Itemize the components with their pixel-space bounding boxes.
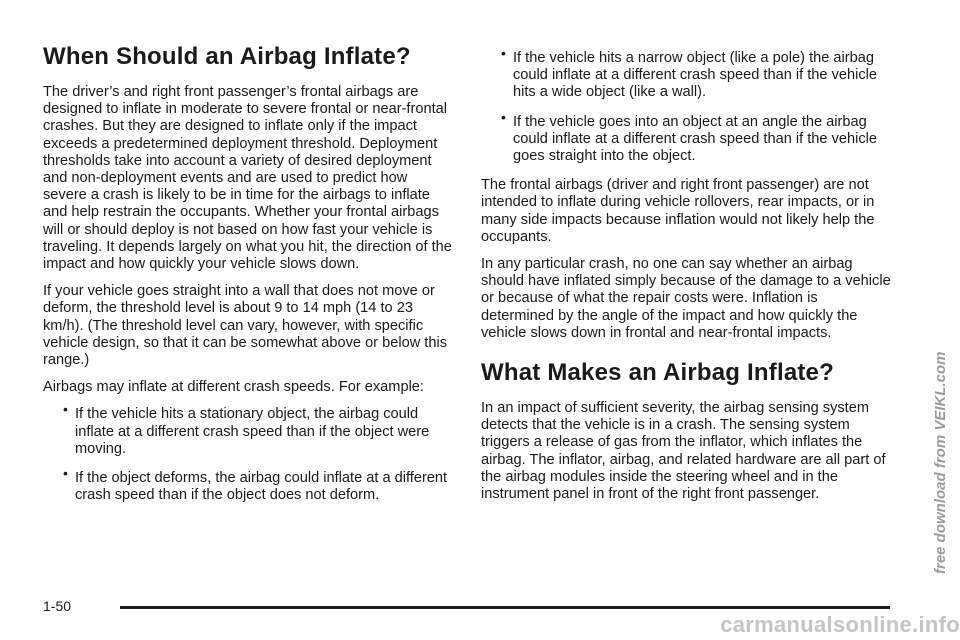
paragraph: The frontal airbags (driver and right front passenger) are not intended to inflate during vehicle rollovers, rear impacts, or in many side impacts because inflation would not likely help the occupants.	[481, 177, 875, 245]
list-item-text: If the vehicle hits a stationary object, the airbag could inflate at a different crash speed than if the object were moving.	[75, 406, 430, 457]
bullet-icon: •	[63, 401, 68, 418]
list-item	[481, 108, 891, 166]
paragraph: Airbags may inflate at different crash speeds. For example:	[43, 379, 424, 396]
paragraph: In an impact of sufficient severity, the airbag sensing system detects that the vehicle is in a crash. The sensing system triggers a release of gas from the inflator, which inflates the airbag. The inflator, airbag, and related hardware are all part of the airbag modules inside the steering wheel and in the instrument panel in front of the right front passenger.	[481, 400, 886, 503]
bullet-list	[481, 45, 891, 165]
bullet-list	[43, 401, 453, 504]
bottom-watermark: carmanualsonline.info	[720, 612, 960, 637]
left-column	[43, 44, 453, 516]
footer-rule	[120, 606, 890, 609]
list-item-text: If the vehicle hits a narrow object (like a pole) the airbag could inflate at a different crash speed than if the vehicle hits a wide object (like a wall).	[513, 50, 877, 101]
paragraph: The driver’s and right front passenger’s frontal airbags are designed to inflate in moderate to severe frontal or near-frontal crashes. But they are designed to inflate only if the impact exceeds a predetermined deployment threshold. Deployment thresholds take into account a variety of desired deployment and non-deployment events and are used to predict how severe a crash is likely to be in time for the airbags to inflate and help restrain the occupants. Whether your frontal airbags will or should deploy is not based on how fast your vehicle is traveling. It depends largely on what you hit, the direction of the impact and how quickly your vehicle slows down.	[43, 84, 452, 273]
right-column	[481, 46, 891, 513]
page-number: 1-50	[43, 598, 72, 614]
paragraph: If your vehicle goes straight into a wall that does not move or deform, the threshold level is about 9 to 14 mph (14 to 23 km/h). (The threshold level can vary, however, with specific vehicle design, so that it can be somewhat above or below this range.)	[43, 283, 447, 369]
section-heading-what: What Makes an Airbag Inflate?	[481, 359, 834, 387]
list-item-text: If the object deforms, the airbag could inflate at a different crash speed than if the object does not deform.	[75, 470, 448, 504]
list-item	[481, 45, 891, 102]
section-heading-when: When Should an Airbag Inflate?	[43, 43, 411, 70]
paragraph: In any particular crash, no one can say whether an airbag should have inflated simply because of the damage to a vehicle or because of what the repair costs were. Inflation is determined by the angle of the impact and how quickly the vehicle slows down in frontal and near-frontal impacts.	[481, 256, 891, 341]
side-watermark: free download from VEIKL.com	[932, 351, 949, 574]
bullet-icon: •	[63, 465, 68, 482]
list-item	[43, 465, 453, 504]
list-item-text: If the vehicle goes into an object at an angle the airbag could inflate at a different crash speed than if the vehicle goes straight into the object.	[513, 113, 877, 165]
bullet-icon: •	[501, 108, 506, 125]
list-item	[43, 401, 453, 458]
bullet-icon: •	[501, 45, 506, 61]
